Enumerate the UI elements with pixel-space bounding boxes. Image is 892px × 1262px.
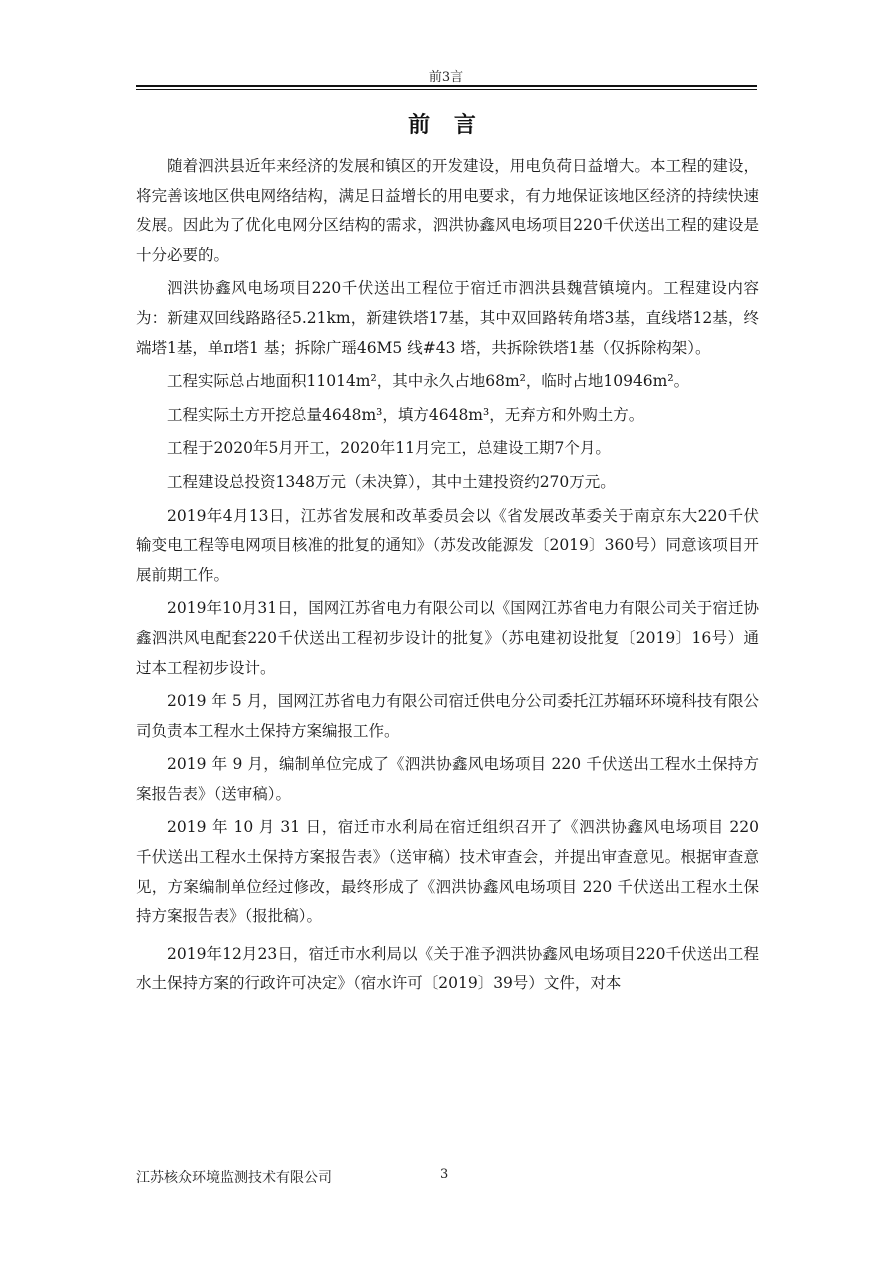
paragraph-earthwork: 工程实际土方开挖总量4648m³，填方4648m³，无弃方和外购土方。 — [167, 405, 645, 424]
running-header: 前3言 — [428, 70, 464, 85]
header-rule-thick — [136, 85, 757, 87]
paragraph-technical-review: 2019 年 10 月 31 日，宿迁市水利局在宿迁组织召开了《泗洪协鑫风电场项目 220 千伏送出工程水土保持方案报告表》（送审稿）技术审查会，并提出审查意见。根据审查意见，方案编制单位经过修改，最终形成了《泗洪协鑫风电场项目 220 千伏送出工程水土保持方案报告表》（报批稿）。 — [136, 818, 759, 926]
section-title: 前 言 — [408, 112, 484, 138]
paragraph-approval-ndrc: 2019年4月13日，江苏省发展和改革委员会以《省发展改革委关于南京东大220千伏输变电工程等电网项目核准的批复的通知》（苏发改能源发〔2019〕360号）同意该项目开展前期工作。 — [136, 506, 759, 584]
footer-company-name: 江苏核众环境监测技术有限公司 — [136, 1170, 332, 1186]
paragraph-administrative-permit: 2019年12月23日，宿迁市水利局以《关于准予泗洪协鑫风电场项目220千伏送出工程水土保持方案的行政许可决定》（宿水许可〔2019〕39号）文件，对本 — [136, 944, 759, 993]
footer-page-number: 3 — [440, 1167, 449, 1182]
header-rule-thin — [136, 89, 757, 90]
paragraph-location-scope: 泗洪协鑫风电场项目220千伏送出工程位于宿迁市泗洪县魏营镇境内。工程建设内容为：新建双回线路路径5.21km，新建铁塔17基，其中双回路转角塔3基，直线塔12基，终端塔1基，单π塔1 基；拆除广瑶46M5 线#43 塔，共拆除铁塔1基（仅拆除构架）。 — [136, 279, 759, 357]
paragraph-schedule: 工程于2020年5月开工，2020年11月完工，总建设工期7个月。 — [167, 439, 611, 458]
paragraph-investment: 工程建设总投资1348万元（未决算），其中土建投资约270万元。 — [167, 472, 616, 491]
paragraph-commission: 2019 年 5 月，国网江苏省电力有限公司宿迁供电分公司委托江苏辐环环境科技有限公司负责本工程水土保持方案编报工作。 — [136, 692, 759, 740]
document-body — [136, 152, 759, 1003]
paragraph-land-area: 工程实际总占地面积11014m²，其中永久占地68m²，临时占地10946m²。 — [167, 372, 690, 391]
paragraph-preliminary-design: 2019年10月31日，国网江苏省电力有限公司以《国网江苏省电力有限公司关于宿迁协鑫泗洪风电配套220千伏送出工程初步设计的批复》（苏电建初设批复〔2019〕16号）通过本工程初步设计。 — [136, 599, 759, 677]
paragraph-draft-complete: 2019 年 9 月，编制单位完成了《泗洪协鑫风电场项目 220 千伏送出工程水土保持方案报告表》（送审稿）。 — [136, 755, 759, 803]
paragraph-background: 随着泗洪县近年来经济的发展和镇区的开发建设，用电负荷日益增大。本工程的建设，将完善该地区供电网络结构，满足日益增长的用电要求，有力地保证该地区经济的持续快速发展。因此为了优化电网分区结构的需求，泗洪协鑫风电场项目220千伏送出工程的建设是十分必要的。 — [136, 157, 759, 264]
